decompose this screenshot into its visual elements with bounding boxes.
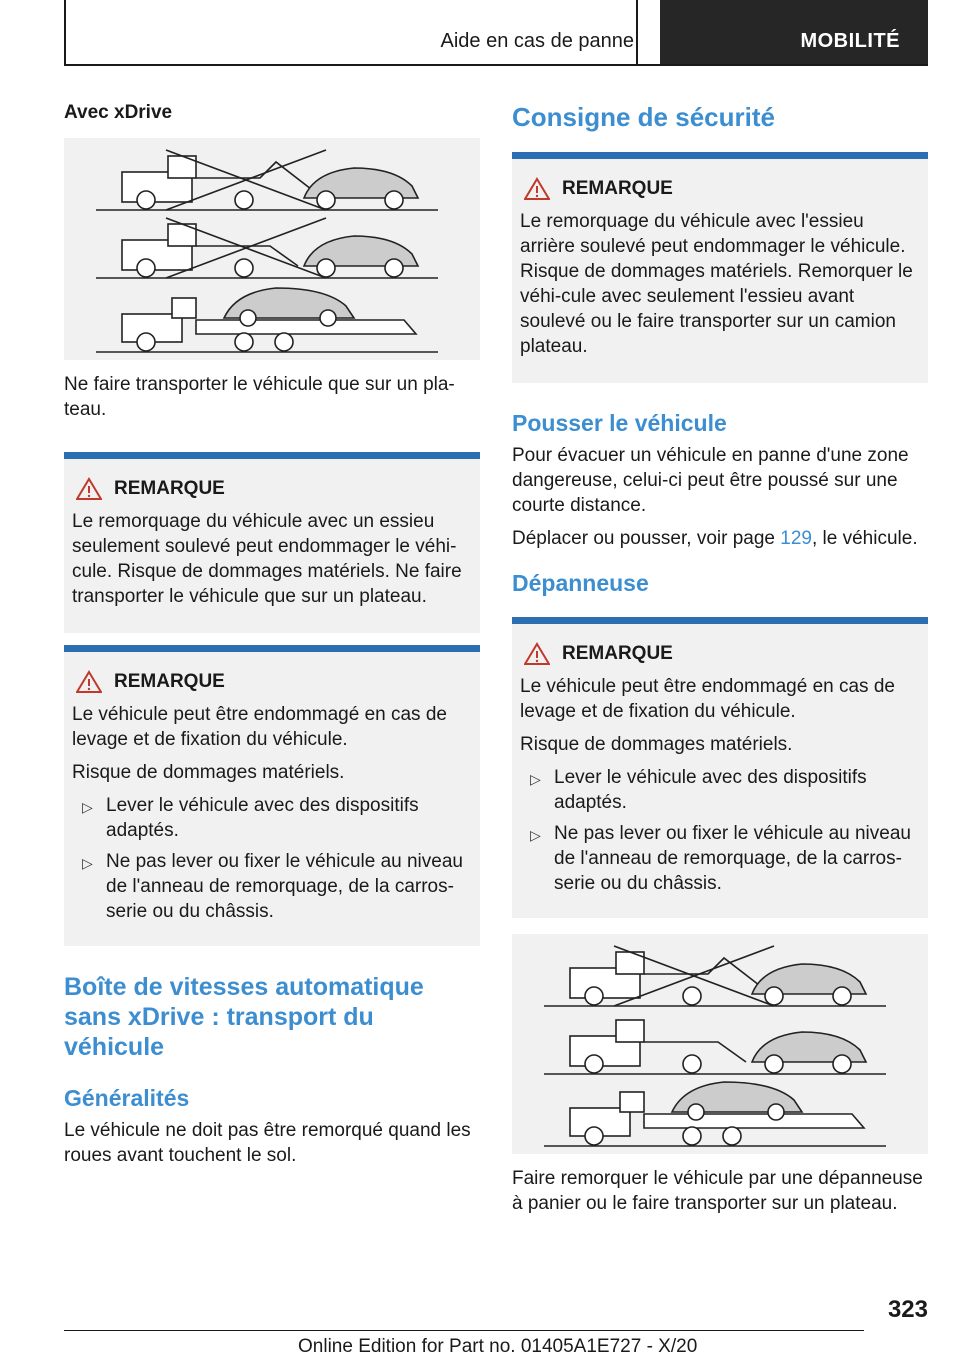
page-link[interactable]: 129 xyxy=(780,528,812,549)
note-label: REMARQUE xyxy=(562,178,673,199)
chapter-tab-label: MOBILITÉ xyxy=(800,30,900,52)
footer-rule xyxy=(64,1330,864,1331)
warning-icon xyxy=(76,477,102,501)
triangle-bullet-icon: ▷ xyxy=(530,827,541,843)
note-label: REMARQUE xyxy=(114,671,225,692)
note-box-3 xyxy=(512,152,928,383)
figure2-caption: Faire remorquer le véhicule par une dépanneuse à panier ou le faire transporter sur un plateau. xyxy=(512,1168,923,1214)
header-divider xyxy=(636,0,638,64)
towing-illustration xyxy=(512,934,928,1154)
list-item: ▷ Ne pas lever ou fixer le véhicule au niveau de l'anneau de remorquage, de la carros-serie ou du châssis. xyxy=(72,849,472,924)
note-header xyxy=(72,477,472,501)
safety-heading: Consigne de sécurité xyxy=(512,102,775,132)
warning-icon xyxy=(76,670,102,694)
move-text: Déplacer ou pousser, voir page 129, le véhicule. xyxy=(512,528,918,549)
note-header xyxy=(520,642,920,666)
note-text: Le véhicule peut être endommagé en cas de levage et de fixation du véhicule. xyxy=(72,704,447,750)
note-text: Le remorquage du véhicule avec un essieu seulement soulevé peut endommager le véhi-cule. Risque de dommages matériels. Ne faire transporter le véhicule que sur un plateau. xyxy=(72,511,462,607)
note-label: REMARQUE xyxy=(562,643,673,664)
note-text: Risque de dommages matériels. xyxy=(520,734,793,755)
sub-heading: Généralités xyxy=(64,1085,190,1111)
figure-tow-illustration-2 xyxy=(512,934,928,1154)
list-item: ▷ Lever le véhicule avec des dispositifs adaptés. xyxy=(520,765,920,815)
figure1-caption: Ne faire transporter le véhicule que sur un pla-teau. xyxy=(64,374,455,420)
list-item: ▷ Ne pas lever ou fixer le véhicule au niveau de l'anneau de remorquage, de la carros-serie ou du châssis. xyxy=(520,821,920,896)
note-box-2 xyxy=(64,645,480,946)
towing-illustration xyxy=(64,138,480,360)
figure-tow-illustration-1 xyxy=(64,138,480,360)
sub-text: Le véhicule ne doit pas être remorqué quand les roues avant touchent le sol. xyxy=(64,1120,471,1166)
left-column xyxy=(64,90,480,1176)
page-number: 323 xyxy=(887,1296,928,1323)
right-column xyxy=(512,90,928,1224)
note-box-1 xyxy=(64,452,480,633)
push-text: Pour évacuer un véhicule en panne d'une zone dangereuse, celui-ci peut être poussé sur une courte distance. xyxy=(512,445,909,516)
note-text: Le véhicule peut être endommagé en cas de levage et de fixation du véhicule. xyxy=(520,676,895,722)
triangle-bullet-icon: ▷ xyxy=(82,855,93,871)
tow-heading: Dépanneuse xyxy=(512,570,649,596)
triangle-bullet-icon: ▷ xyxy=(82,799,93,815)
footer-edition: Online Edition for Part no. 01405A1E727 - X/20 xyxy=(298,1336,698,1357)
warning-icon xyxy=(524,177,550,201)
chapter-tab xyxy=(660,0,928,64)
section-heading: Boîte de vitesses automatique sans xDrive : transport du véhicule xyxy=(64,973,424,1061)
push-heading: Pousser le véhicule xyxy=(512,410,727,436)
triangle-bullet-icon: ▷ xyxy=(530,771,541,787)
warning-icon xyxy=(524,642,550,666)
note-text: Risque de dommages matériels. xyxy=(72,762,345,783)
section-title: Aide en cas de panne xyxy=(440,30,634,52)
header-rule xyxy=(64,64,928,66)
note-box-4 xyxy=(512,617,928,918)
note-label: REMARQUE xyxy=(114,478,225,499)
intro-heading: Avec xDrive xyxy=(64,102,173,123)
note-header xyxy=(72,670,472,694)
note-text: Le remorquage du véhicule avec l'essieu arrière soulevé peut endommager le véhicule. Risque de dommages matériels. Remorquer le véhi-cule avec seulement l'essieu avant soulevé ou le faire transporter sur un camion plateau. xyxy=(520,211,913,357)
header-left-rule xyxy=(64,0,66,64)
list-item: ▷ Lever le véhicule avec des dispositifs adaptés. xyxy=(72,793,472,843)
note-header xyxy=(520,177,920,201)
